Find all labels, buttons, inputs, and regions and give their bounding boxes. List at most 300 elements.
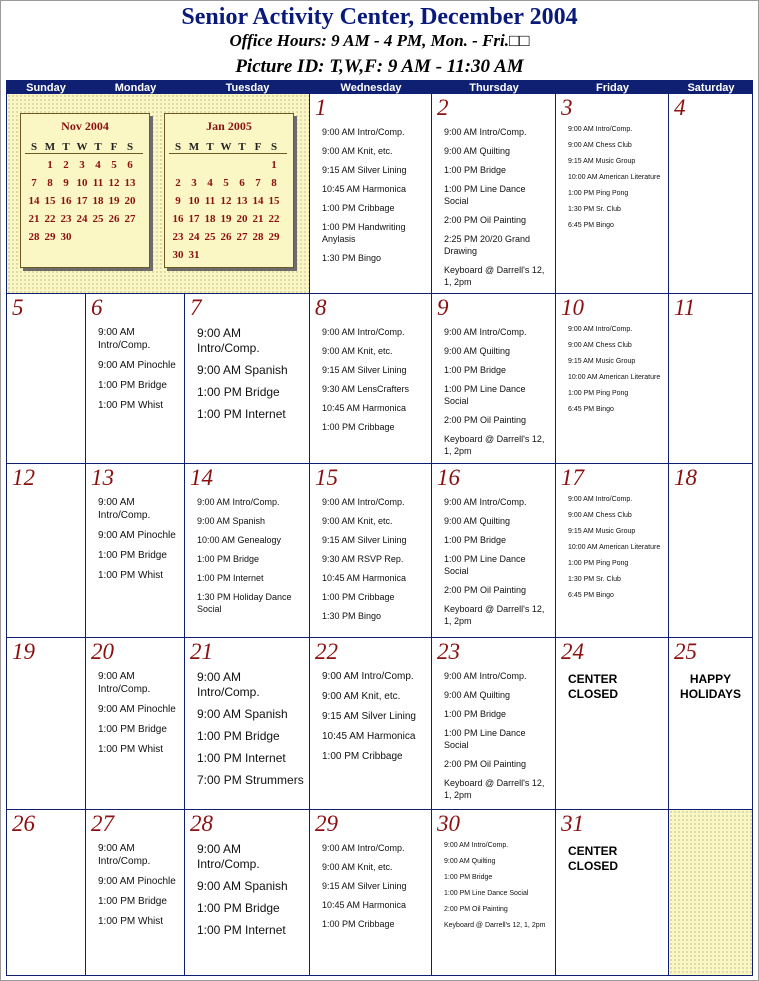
mini-calendar-date: 18 — [92, 195, 104, 207]
closed-note: CENTER CLOSED — [568, 844, 619, 873]
day-number: 19 — [12, 639, 35, 664]
day-number: 18 — [674, 465, 697, 490]
mini-calendar-date: 13 — [124, 177, 136, 189]
event-item: 1:00 PM Line Dance Social — [444, 890, 529, 897]
day-cell-13 — [86, 464, 185, 638]
mini-calendar-jan-2005 — [164, 113, 294, 268]
blank-cell — [669, 810, 753, 976]
mini-calendar-date: 23 — [60, 213, 72, 225]
event-item: 9:00 AM Knit, etc. — [322, 346, 393, 356]
closed-note: CENTER CLOSED — [568, 672, 619, 701]
event-item: 1:00 PM Whist — [98, 400, 164, 411]
mini-calendar-date: 31 — [188, 249, 200, 261]
event-item: 9:00 AM Intro/Comp. — [98, 671, 151, 695]
day-cell-5 — [6, 294, 86, 464]
event-item: 9:00 AM Chess Club — [568, 142, 632, 149]
weekday-thursday: Thursday — [469, 82, 519, 94]
event-item: 9:00 AM Spanish — [197, 707, 288, 721]
event-item: 2:00 PM Oil Painting — [444, 906, 508, 913]
office-hours: Office Hours: 9 AM - 4 PM, Mon. - Fri.□□ — [229, 31, 530, 50]
day-number: 24 — [561, 639, 584, 664]
event-item: 9:00 AM Intro/Comp. — [444, 127, 527, 137]
day-number: 22 — [315, 639, 338, 664]
event-list — [568, 495, 664, 607]
day-cell-9 — [432, 294, 556, 464]
day-cell-7 — [185, 294, 310, 464]
event-item: 1:00 PM Internet — [197, 751, 286, 765]
event-item: 9:00 AM Intro/Comp. — [444, 842, 509, 849]
event-item: 2:00 PM Oil Painting — [444, 415, 527, 425]
event-item: 1:00 PM Line Dance Social — [444, 384, 526, 406]
event-item: 9:00 AM Pinochle — [98, 360, 176, 371]
mini-calendar-date: 29 — [44, 231, 56, 243]
mini-calendar-date: 4 — [95, 159, 101, 171]
mini-calendar-date — [186, 156, 202, 174]
holiday-note: HAPPY HOLIDAYS — [680, 672, 741, 701]
day-number: 3 — [561, 95, 573, 120]
mini-calendar-date: 8 — [271, 177, 277, 189]
event-list — [444, 126, 551, 294]
mini-calendar-date: 28 — [28, 231, 40, 243]
day-cell-14 — [185, 464, 310, 638]
event-item: 9:00 AM Chess Club — [568, 342, 632, 349]
event-item: 10:45 AM Harmonica — [322, 573, 407, 583]
event-item: 9:15 AM Silver Lining — [322, 165, 407, 175]
event-item: 9:00 AM Quilting — [444, 690, 511, 700]
event-item: 9:00 AM Intro/Comp. — [197, 670, 260, 699]
mini-calendar-date: 16 — [60, 195, 72, 207]
mini-calendar-date: 19 — [108, 195, 120, 207]
mini-calendar-date: 17 — [76, 195, 88, 207]
event-item: 1:00 PM Internet — [197, 923, 286, 937]
mini-calendar-weekday: S — [174, 141, 182, 153]
day-cell-16 — [432, 464, 556, 638]
day-number: 7 — [190, 295, 202, 320]
mini-calendar-title: Jan 2005 — [206, 119, 252, 133]
event-item: 1:00 PM Bridge — [444, 709, 507, 719]
event-item: 9:15 AM Silver Lining — [322, 881, 407, 891]
event-item: 10:00 AM American Literature — [568, 544, 661, 551]
weekday-friday: Friday — [595, 82, 629, 94]
event-item: 9:00 AM Spanish — [197, 363, 288, 377]
mini-calendar-weekday: S — [270, 141, 278, 153]
weekday-tuesday: Tuesday — [225, 82, 270, 94]
day-number: 1 — [315, 95, 327, 120]
event-item: 1:00 PM Bridge — [197, 729, 280, 743]
event-list — [197, 842, 305, 945]
event-item: 1:00 PM Internet — [197, 573, 264, 583]
day-cell-12 — [6, 464, 86, 638]
event-list — [444, 496, 551, 634]
event-item: 9:00 AM Intro/Comp. — [197, 842, 260, 871]
day-number: 25 — [674, 639, 697, 664]
mini-calendar-weekday: W — [76, 141, 88, 153]
mini-calendar-date: 20 — [124, 195, 136, 207]
day-number: 21 — [190, 639, 213, 664]
event-item: 1:00 PM Bridge — [98, 896, 167, 907]
mini-calendar-date: 26 — [220, 231, 232, 243]
day-cell-18 — [669, 464, 753, 638]
day-number: 9 — [437, 295, 449, 320]
event-item: 1:00 PM Bridge — [98, 724, 167, 735]
mini-calendar-date: 9 — [175, 195, 181, 207]
day-cell-10 — [556, 294, 669, 464]
event-item: 1:00 PM Cribbage — [322, 592, 395, 602]
event-item: 1:00 PM Bridge — [197, 385, 280, 399]
event-item: 6:45 PM Bingo — [568, 592, 614, 599]
mini-calendar-date: 11 — [204, 195, 216, 207]
mini-calendar-weekday: S — [30, 141, 38, 153]
day-cell-20 — [86, 638, 185, 810]
event-item: 1:30 PM Sr. Club — [568, 576, 621, 583]
event-item: 9:00 AM Pinochle — [98, 530, 176, 541]
event-list — [444, 326, 551, 464]
mini-calendar-date: 6 — [127, 159, 133, 171]
mini-calendar-date: 21 — [252, 213, 264, 225]
day-number: 12 — [12, 465, 35, 490]
page-title: Senior Activity Center, December 2004 — [181, 4, 578, 30]
weekday-monday: Monday — [114, 82, 157, 94]
day-cell-17 — [556, 464, 669, 638]
day-cell-3 — [556, 94, 669, 294]
mini-calendar-date: 15 — [44, 195, 56, 207]
weekday-sunday: Sunday — [26, 82, 66, 94]
day-number: 23 — [437, 639, 460, 664]
event-item: 1:30 PM Sr. Club — [568, 206, 621, 213]
event-item: 1:00 PM Whist — [98, 570, 164, 581]
event-item: 9:00 AM Intro/Comp. — [98, 843, 151, 867]
day-number: 29 — [315, 811, 338, 836]
event-item: 9:00 AM Pinochle — [98, 704, 176, 715]
day-number: 17 — [561, 465, 584, 490]
event-item: 1:00 PM Line Dance Social — [444, 728, 526, 750]
event-item: 10:45 AM Harmonica — [322, 403, 407, 413]
event-item: 9:00 AM Spanish — [197, 516, 266, 526]
mini-calendar-date: 20 — [236, 213, 248, 225]
day-number: 27 — [91, 811, 114, 836]
event-item: 9:00 AM Spanish — [197, 879, 288, 893]
mini-calendar-date: 18 — [204, 213, 216, 225]
day-cell-1 — [310, 94, 432, 294]
day-cell-25 — [669, 638, 753, 810]
mini-calendar-date: 17 — [188, 213, 200, 225]
event-item: 9:00 AM Intro/Comp. — [444, 327, 527, 337]
event-item: 9:00 AM Intro/Comp. — [197, 326, 260, 355]
day-cell-23 — [432, 638, 556, 810]
mini-calendar-date: 1 — [271, 159, 277, 171]
mini-calendar-date: 16 — [172, 213, 184, 225]
mini-calendar-date: 1 — [47, 159, 53, 171]
event-item: 9:00 AM Knit, etc. — [322, 146, 393, 156]
mini-calendar-weekday: T — [94, 141, 102, 153]
day-number: 6 — [91, 295, 103, 320]
day-cell-19 — [6, 638, 86, 810]
event-list — [568, 325, 664, 421]
weekday-wednesday: Wednesday — [340, 82, 402, 94]
event-item: Keyboard @ Darrell's 12, 1, 2pm — [444, 922, 546, 929]
event-item: 1:00 PM Cribbage — [322, 751, 403, 762]
mini-calendar-date — [170, 156, 186, 174]
event-item: 1:00 PM Ping Pong — [568, 560, 629, 567]
mini-calendar-date: 10 — [76, 177, 88, 189]
event-item: 1:00 PM Whist — [98, 916, 164, 927]
event-item: Keyboard @ Darrell's 12, 1, 2pm — [444, 265, 545, 287]
day-cell-8 — [310, 294, 432, 464]
event-item: 9:00 AM Quilting — [444, 346, 511, 356]
mini-calendar-date: 26 — [108, 213, 120, 225]
picture-id-hours: Picture ID: T,W,F: 9 AM - 11:30 AM — [235, 56, 524, 77]
mini-calendar-date: 2 — [175, 177, 181, 189]
mini-calendar-date — [250, 246, 266, 264]
mini-calendar-date: 2 — [63, 159, 69, 171]
event-item: 1:00 PM Bridge — [444, 365, 507, 375]
event-item: 10:00 AM American Literature — [568, 174, 661, 181]
event-item: 9:30 AM LensCrafters — [322, 384, 410, 394]
event-list — [197, 496, 305, 622]
mini-calendar-date — [266, 246, 282, 264]
day-number: 16 — [437, 465, 460, 490]
day-number: 15 — [315, 465, 338, 490]
event-item: 9:15 AM Music Group — [568, 158, 636, 165]
event-item: 9:00 AM Intro/Comp. — [322, 497, 405, 507]
event-item: 9:00 AM Intro/Comp. — [98, 327, 151, 351]
mini-calendar-date: 27 — [236, 231, 248, 243]
mini-calendar-date: 3 — [191, 177, 197, 189]
event-item: Keyboard @ Darrell's 12, 1, 2pm — [444, 604, 545, 626]
mini-calendar-date — [218, 246, 234, 264]
mini-calendar-date: 22 — [44, 213, 56, 225]
event-list — [322, 496, 427, 629]
event-list — [98, 496, 180, 589]
event-item: 1:00 PM Bridge — [197, 901, 280, 915]
mini-calendar-date: 13 — [236, 195, 248, 207]
mini-calendar-date: 8 — [47, 177, 53, 189]
event-item: 9:00 AM Intro/Comp. — [322, 127, 405, 137]
event-item: 9:00 AM Quilting — [444, 516, 511, 526]
event-item: 1:00 PM Bridge — [98, 550, 167, 561]
event-item: 9:00 AM Intro/Comp. — [444, 671, 527, 681]
day-number: 8 — [315, 295, 327, 320]
mini-calendar-date — [218, 156, 234, 174]
event-list — [98, 670, 180, 763]
mini-calendar-date: 12 — [108, 177, 120, 189]
day-number: 28 — [190, 811, 213, 836]
event-item: Keyboard @ Darrell's 12, 1, 2pm — [444, 778, 545, 800]
mini-calendar-weekday: T — [238, 141, 246, 153]
event-item: 1:00 PM Line Dance Social — [444, 184, 526, 206]
event-item: 10:45 AM Harmonica — [322, 900, 407, 910]
mini-calendar-date: 6 — [239, 177, 245, 189]
day-cell-30 — [432, 810, 556, 976]
weekday-saturday: Saturday — [687, 82, 735, 94]
mini-calendar-date: 28 — [252, 231, 264, 243]
event-item: 9:00 AM Intro/Comp. — [568, 126, 633, 133]
event-list — [322, 326, 427, 440]
event-item: 10:45 AM Harmonica — [322, 731, 416, 742]
mini-calendar-date — [122, 228, 138, 246]
mini-calendar-date: 9 — [63, 177, 69, 189]
day-cell-22 — [310, 638, 432, 810]
mini-calendar-weekday: M — [44, 141, 56, 153]
event-item: 1:30 PM Bingo — [322, 253, 382, 263]
mini-calendar-date: 22 — [268, 213, 280, 225]
mini-calendar-date — [202, 246, 218, 264]
event-item: 1:00 PM Cribbage — [322, 422, 395, 432]
mini-calendar-date: 5 — [223, 177, 229, 189]
mini-calendar-date — [74, 228, 90, 246]
day-number: 31 — [561, 811, 584, 836]
mini-calendar-weekday: W — [220, 141, 232, 153]
day-number: 14 — [190, 465, 213, 490]
event-item: 9:30 AM RSVP Rep. — [322, 554, 404, 564]
event-list — [322, 126, 427, 271]
event-item: 6:45 PM Bingo — [568, 406, 614, 413]
mini-calendar-date: 27 — [124, 213, 136, 225]
event-item: 6:45 PM Bingo — [568, 222, 614, 229]
mini-calendar-title: Nov 2004 — [61, 119, 109, 133]
mini-calendar-date: 7 — [255, 177, 261, 189]
event-item: 7:00 PM Strummers — [197, 773, 304, 787]
event-item: 2:00 PM Oil Painting — [444, 759, 527, 769]
day-number: 2 — [437, 95, 449, 120]
event-list — [568, 125, 664, 237]
day-cell-4 — [669, 94, 753, 294]
event-list — [98, 842, 180, 935]
mini-calendar-date: 29 — [268, 231, 280, 243]
mini-calendar-date: 14 — [28, 195, 40, 207]
event-item: 9:00 AM Intro/Comp. — [322, 843, 405, 853]
day-cell-24 — [556, 638, 669, 810]
event-item: 9:00 AM Knit, etc. — [322, 691, 401, 702]
event-item: 9:00 AM Knit, etc. — [322, 516, 393, 526]
event-item: 9:00 AM Pinochle — [98, 876, 176, 887]
day-cell-31 — [556, 810, 669, 976]
event-item: 1:00 PM Cribbage — [322, 203, 395, 213]
mini-calendar-weekday: M — [188, 141, 200, 153]
day-cell-27 — [86, 810, 185, 976]
event-item: 9:15 AM Silver Lining — [322, 535, 407, 545]
event-item: 9:00 AM Intro/Comp. — [98, 497, 151, 521]
event-item: 1:30 PM Holiday Dance Social — [197, 592, 292, 614]
event-item: 9:00 AM Quilting — [444, 858, 496, 865]
event-list — [322, 670, 427, 770]
day-number: 10 — [561, 295, 584, 320]
day-cell-2 — [432, 94, 556, 294]
event-item: 1:00 PM Bridge — [444, 535, 507, 545]
mini-calendar-weekday: F — [110, 141, 118, 153]
event-item: 9:00 AM Intro/Comp. — [322, 327, 405, 337]
day-cell-28 — [185, 810, 310, 976]
day-number: 26 — [12, 811, 35, 836]
mini-calendar-date: 3 — [79, 159, 85, 171]
event-item: 1:00 PM Whist — [98, 744, 164, 755]
mini-calendar-grid — [26, 138, 138, 246]
mini-calendar-date — [234, 246, 250, 264]
event-item: 9:15 AM Silver Lining — [322, 365, 407, 375]
day-number: 20 — [91, 639, 114, 664]
mini-calendar-date: 7 — [31, 177, 37, 189]
event-item: 10:00 AM Genealogy — [197, 535, 282, 545]
mini-calendar-date: 15 — [268, 195, 280, 207]
event-item: 10:45 AM Harmonica — [322, 184, 407, 194]
event-item: 9:00 AM Intro/Comp. — [568, 326, 633, 333]
event-list — [197, 670, 305, 795]
event-list — [444, 841, 551, 937]
event-list — [444, 670, 551, 808]
day-cell-11 — [669, 294, 753, 464]
mini-calendar-date — [26, 156, 42, 174]
event-item: 9:00 AM Intro/Comp. — [568, 496, 633, 503]
mini-calendar-date: 21 — [28, 213, 40, 225]
mini-calendar-date: 19 — [220, 213, 232, 225]
day-cell-6 — [86, 294, 185, 464]
event-item: 1:00 PM Bridge — [197, 554, 260, 564]
day-cell-29 — [310, 810, 432, 976]
mini-calendar-date: 10 — [188, 195, 200, 207]
event-item: 1:00 PM Cribbage — [322, 919, 395, 929]
mini-calendar-date — [106, 228, 122, 246]
event-item: 2:00 PM Oil Painting — [444, 215, 527, 225]
event-item: 10:00 AM American Literature — [568, 374, 661, 381]
mini-calendar-weekday: T — [206, 141, 214, 153]
event-item: 1:00 PM Bridge — [98, 380, 167, 391]
mini-calendar-date: 14 — [252, 195, 264, 207]
event-item: 1:00 PM Ping Pong — [568, 390, 629, 397]
event-item: 2:00 PM Oil Painting — [444, 585, 527, 595]
mini-calendar-date: 24 — [188, 231, 200, 243]
day-cell-21 — [185, 638, 310, 810]
mini-calendar-date — [250, 156, 266, 174]
mini-calendar-date — [90, 228, 106, 246]
mini-calendar-date: 30 — [60, 231, 72, 243]
event-item: 9:15 AM Music Group — [568, 528, 636, 535]
mini-calendar-date — [234, 156, 250, 174]
event-item: 9:00 AM Quilting — [444, 146, 511, 156]
day-number: 4 — [674, 95, 686, 120]
event-item: 9:00 AM Intro/Comp. — [444, 497, 527, 507]
mini-calendar-date: 25 — [204, 231, 216, 243]
mini-calendar-date: 4 — [207, 177, 213, 189]
event-item: 2:25 PM 20/20 Grand Drawing — [444, 234, 531, 256]
day-cell-26 — [6, 810, 86, 976]
event-item: Keyboard @ Darrell's 12, 1, 2pm — [444, 434, 545, 456]
event-item: 9:00 AM Intro/Comp. — [322, 671, 414, 682]
event-item: 9:15 AM Music Group — [568, 358, 636, 365]
mini-calendar-date: 12 — [220, 195, 232, 207]
event-item: 9:00 AM Knit, etc. — [322, 862, 393, 872]
event-item: 1:00 PM Bridge — [444, 165, 507, 175]
day-number: 30 — [437, 811, 460, 836]
event-list — [98, 326, 180, 419]
mini-calendar-date: 25 — [92, 213, 104, 225]
mini-calendar-weekday: S — [126, 141, 134, 153]
day-number: 13 — [91, 465, 114, 490]
mini-calendar-weekday: F — [254, 141, 262, 153]
mini-calendar-weekday: T — [62, 141, 70, 153]
mini-calendar-date: 23 — [172, 231, 184, 243]
event-item: 1:00 PM Internet — [197, 407, 286, 421]
event-item: 9:00 AM Chess Club — [568, 512, 632, 519]
event-item: 1:00 PM Handwriting Anylasis — [322, 222, 406, 244]
event-item: 1:00 PM Line Dance Social — [444, 554, 526, 576]
mini-calendar-date: 5 — [111, 159, 117, 171]
mini-calendar-date — [202, 156, 218, 174]
event-item: 9:00 AM Intro/Comp. — [197, 497, 280, 507]
event-item: 9:15 AM Silver Lining — [322, 711, 416, 722]
event-item: 1:00 PM Ping Pong — [568, 190, 629, 197]
mini-calendar-grid — [170, 138, 282, 264]
day-cell-15 — [310, 464, 432, 638]
